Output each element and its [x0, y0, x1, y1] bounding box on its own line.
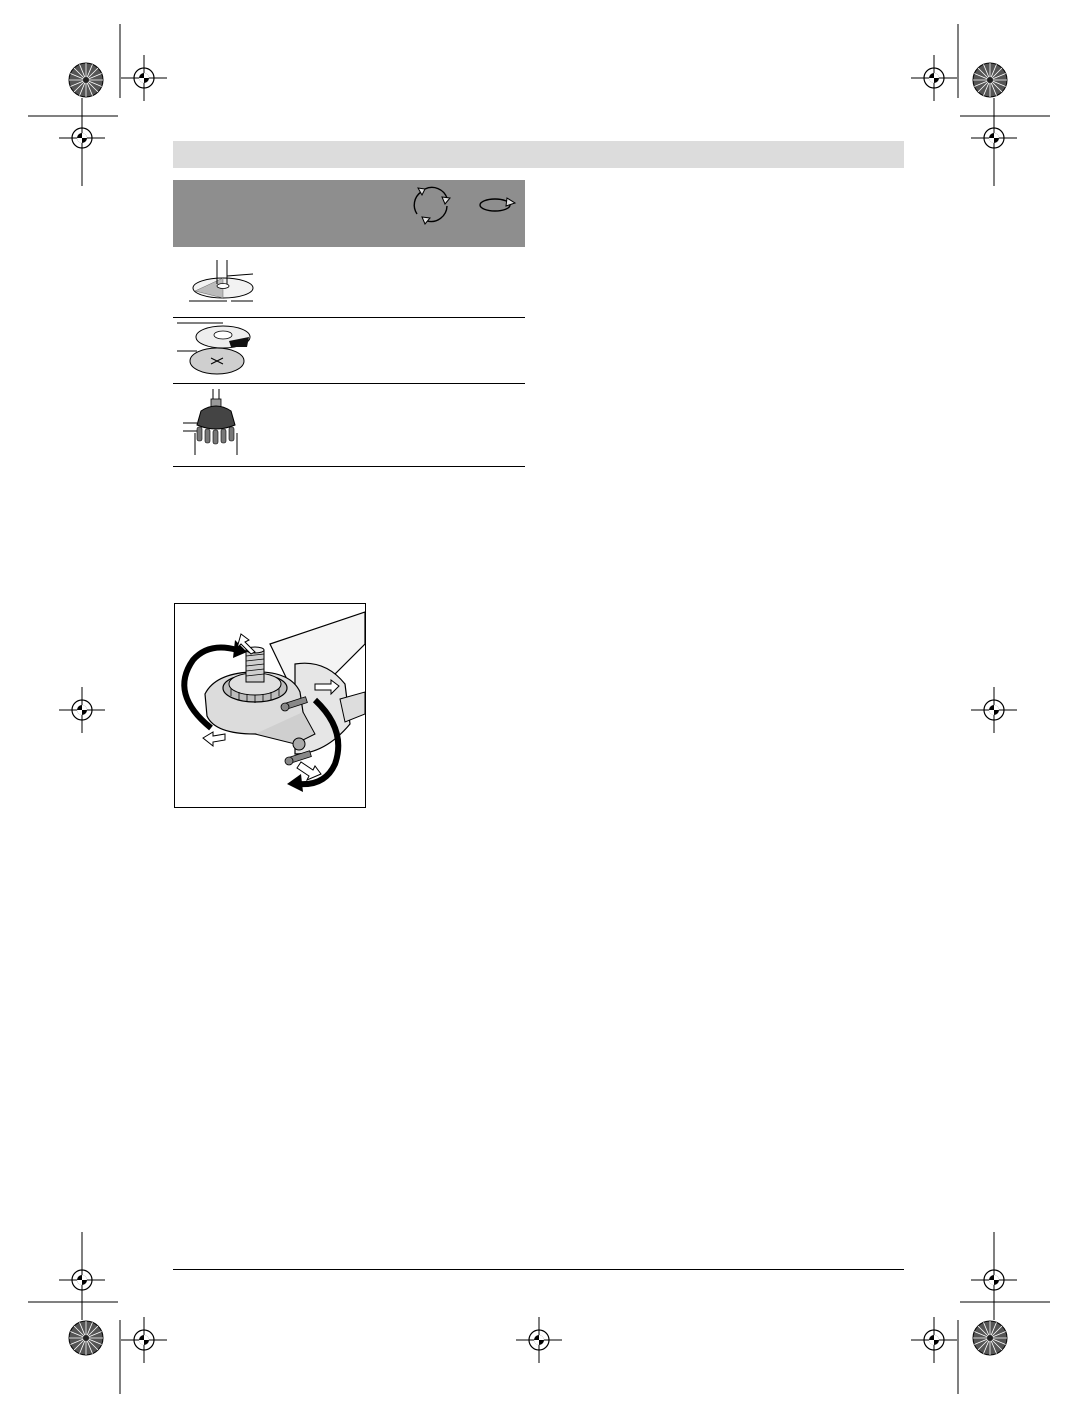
- table-row-cutting-disc: [173, 252, 525, 316]
- table-divider: [173, 383, 525, 384]
- table-header: [173, 180, 525, 247]
- cup-brush-icon: [183, 389, 253, 459]
- grinding-disc-icon: [177, 321, 267, 381]
- table-divider: [173, 317, 525, 318]
- table-row-grinding-disc: [173, 319, 525, 382]
- header-bar: [173, 141, 904, 168]
- cutting-disc-icon: [187, 256, 273, 312]
- table-divider: [173, 466, 525, 467]
- table-row-cup-brush: [173, 385, 525, 465]
- footer-rule: [173, 1269, 904, 1270]
- rotation-arrows-icon: [409, 184, 455, 226]
- direction-arrow-icon: [477, 194, 517, 216]
- gear-head-figure: [174, 603, 366, 808]
- gear-head-rotation-illustration: [175, 604, 365, 807]
